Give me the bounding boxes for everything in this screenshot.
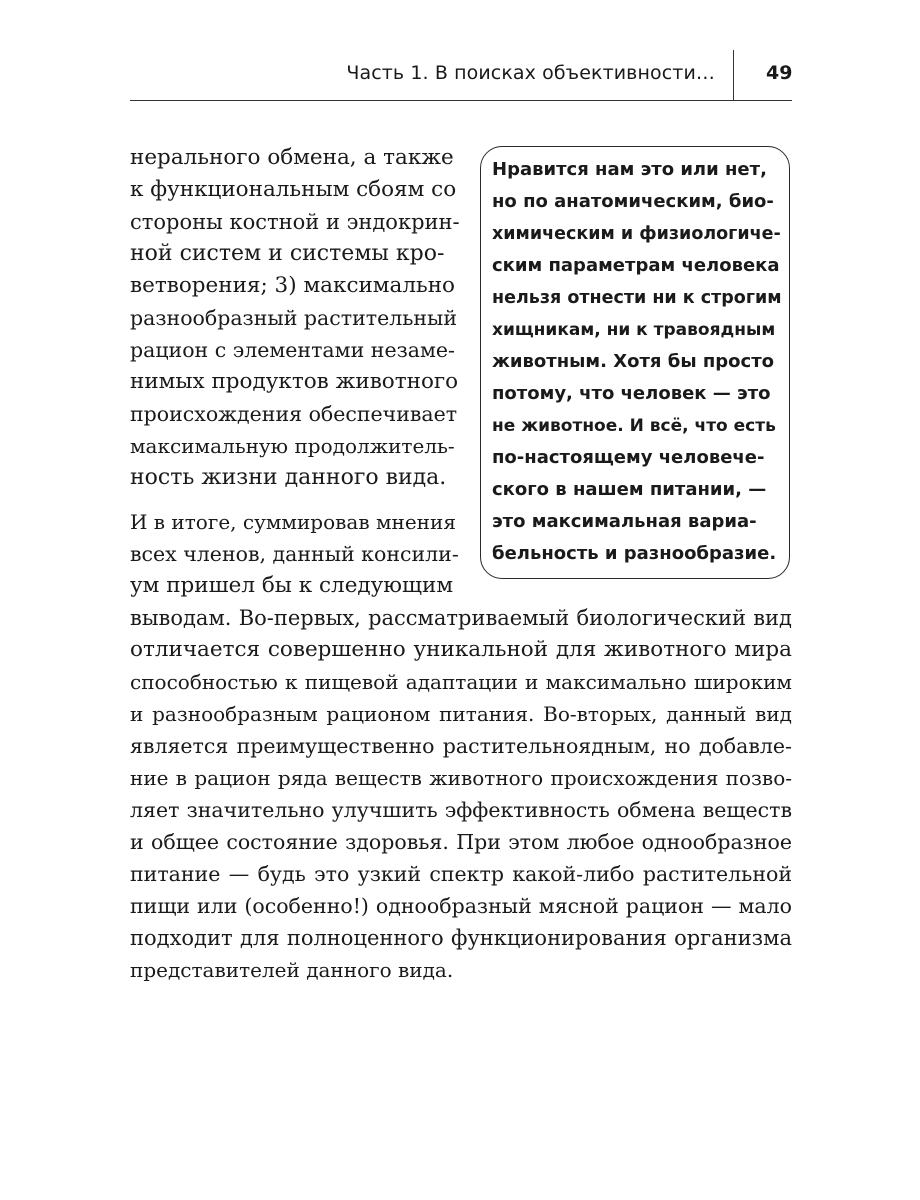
text-line: отличается совершенно уникальной для животного мира [130, 637, 792, 662]
text-line: рацион с элементами незаме- [130, 338, 455, 362]
running-title: Часть 1. В поисках объективности… [346, 62, 715, 84]
text-line: нимых продуктов животного [130, 369, 459, 394]
text-line: максимальную продолжитель- [130, 434, 455, 458]
text-line: ность жизни данного вида. [130, 465, 447, 490]
text-line: и общее состояние здоровья. При этом любое однообразное [130, 830, 792, 854]
callout-line: химическим и физиологиче- [492, 224, 781, 244]
callout-line: по-настоящему человече- [492, 447, 765, 468]
text-line: стороны костной и эндокрин- [130, 210, 460, 234]
text-line: пищи или (особенно!) однообразный мясной рацион — мало [130, 894, 792, 918]
callout-line: ским параметрам человека [492, 255, 780, 276]
callout-line: не животное. И всё, что есть [492, 416, 776, 436]
text-line: И в итоге, суммировав мнения [130, 510, 456, 534]
callout-line: животным. Хотя бы просто [492, 351, 775, 372]
text-line: ум пришел бы к следующим [130, 573, 454, 598]
text-line: ляет значительно улучшить эффективность обмена веществ [130, 798, 792, 822]
callout-line: это максимальная вариа- [492, 511, 757, 532]
text-line: ние в рацион ряда веществ животного происхождения позво- [130, 766, 792, 790]
callout-line: ского в нашем питании, — [492, 479, 767, 500]
callout-line: но по анатомическим, био- [492, 191, 774, 212]
text-line: разнообразный растительный [130, 306, 458, 330]
text-line: ветворения; 3) максимально [130, 273, 455, 298]
text-line: происхождения обеспечивает [130, 402, 458, 426]
text-line: способностью к пищевой адаптации и максимально широким [130, 670, 792, 694]
page-number: 49 [766, 62, 793, 84]
text-line: представителей данного вида. [130, 958, 454, 982]
callout-line: бельность и разнообразие. [492, 543, 777, 564]
callout-line: хищникам, ни к травоядным [492, 320, 776, 340]
text-line: питание — будь это узкий спектр какой-либо растительной [130, 862, 792, 886]
text-line: нерального обмена, а также [130, 145, 454, 170]
text-line: является преимущественно растительноядным, но добавле- [130, 734, 792, 758]
text-line: всех членов, данный консили- [130, 542, 459, 566]
text-line: подходит для полноценного функционирования организма [130, 926, 792, 950]
text-line: к функциональным сбоям со [130, 177, 457, 202]
text-line: ной систем и системы кро- [130, 241, 445, 266]
header-rule [130, 100, 792, 101]
callout-line: Нравится нам это или нет, [492, 159, 767, 180]
text-line: выводам. Во-первых, рассматриваемый биологический вид [130, 606, 792, 630]
callout-line: нельзя отнести ни к строгим [492, 288, 782, 308]
text-line: и разнообразным рационом питания. Во-вторых, данный вид [130, 702, 792, 726]
callout-line: потому, что человек — это [492, 383, 771, 404]
header-divider [733, 50, 734, 101]
